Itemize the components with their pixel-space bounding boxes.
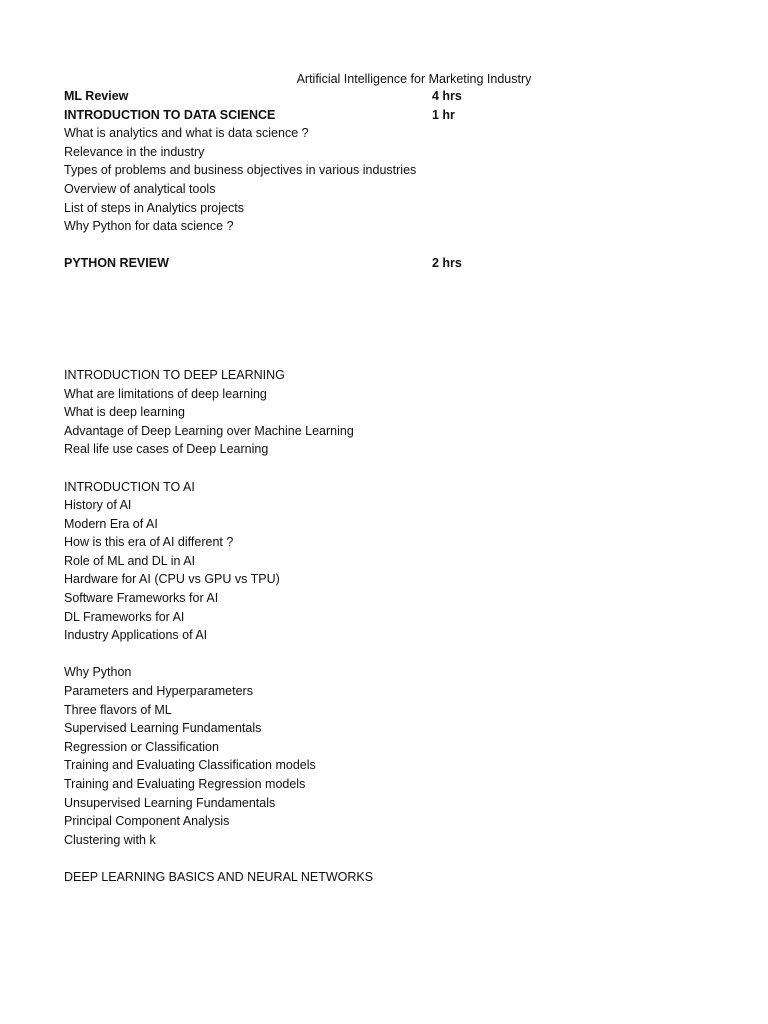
section-heading: INTRODUCTION TO DEEP LEARNING [64,367,285,382]
list-item: Why Python for data science ? [64,219,234,234]
list-item: Role of ML and DL in AI [64,553,196,568]
spacer [64,459,724,478]
list-item: What are limitations of deep learning [64,386,267,401]
section-ml-review [64,87,724,106]
list-item: Regression or Classification [64,739,219,754]
list-item: Training and Evaluating Classification models [64,758,316,773]
list-item: How is this era of AI different ? [64,535,234,550]
spacer [64,645,724,664]
spacer [64,849,724,868]
section-heading: ML Review [64,89,129,103]
syllabus-content [64,87,724,887]
list-item: What is analytics and what is data science ? [64,126,309,141]
list-item: Modern Era of AI [64,516,158,531]
list-item: Principal Component Analysis [64,814,230,829]
list-item: Training and Evaluating Regression models [64,777,306,791]
list-item: Software Frameworks for AI [64,591,219,606]
list-item: Relevance in the industry [64,144,205,159]
list-item: Hardware for AI (CPU vs GPU vs TPU) [64,572,280,587]
list-item: What is deep learning [64,405,185,420]
list-item: Unsupervised Learning Fundamentals [64,795,276,810]
spacer [64,273,724,366]
section-heading: INTRODUCTION TO DATA SCIENCE [64,107,276,122]
list-item: DL Frameworks for AI [64,609,185,624]
list-item: Overview of analytical tools [64,181,216,196]
list-item: Types of problems and business objectives in various industries [64,163,417,178]
list-item: Industry Applications of AI [64,628,208,643]
list-item: Supervised Learning Fundamentals [64,721,262,736]
section-duration: 1 hr [432,107,455,122]
page-title: Artificial Intelligence for Marketing Industry [296,72,532,86]
list-item: History of AI [64,498,132,513]
section-duration: 4 hrs [432,89,462,103]
section-heading: DEEP LEARNING BASICS AND NEURAL NETWORKS [64,869,374,884]
section-heading: PYTHON REVIEW [64,256,169,271]
spacer [64,236,724,255]
list-item: List of steps in Analytics projects [64,200,244,215]
list-item: Three flavors of ML [64,702,172,717]
section-python-review [64,254,724,273]
section-duration: 2 hrs [432,256,462,271]
list-item: Clustering with k [64,832,156,847]
list-item: Parameters and Hyperparameters [64,684,253,699]
list-item: Why Python [64,665,132,680]
section-intro-data-science [64,106,724,125]
list-item: Advantage of Deep Learning over Machine Learning [64,423,354,438]
section-heading: INTRODUCTION TO AI [64,479,195,494]
list-item: Real life use cases of Deep Learning [64,442,269,457]
